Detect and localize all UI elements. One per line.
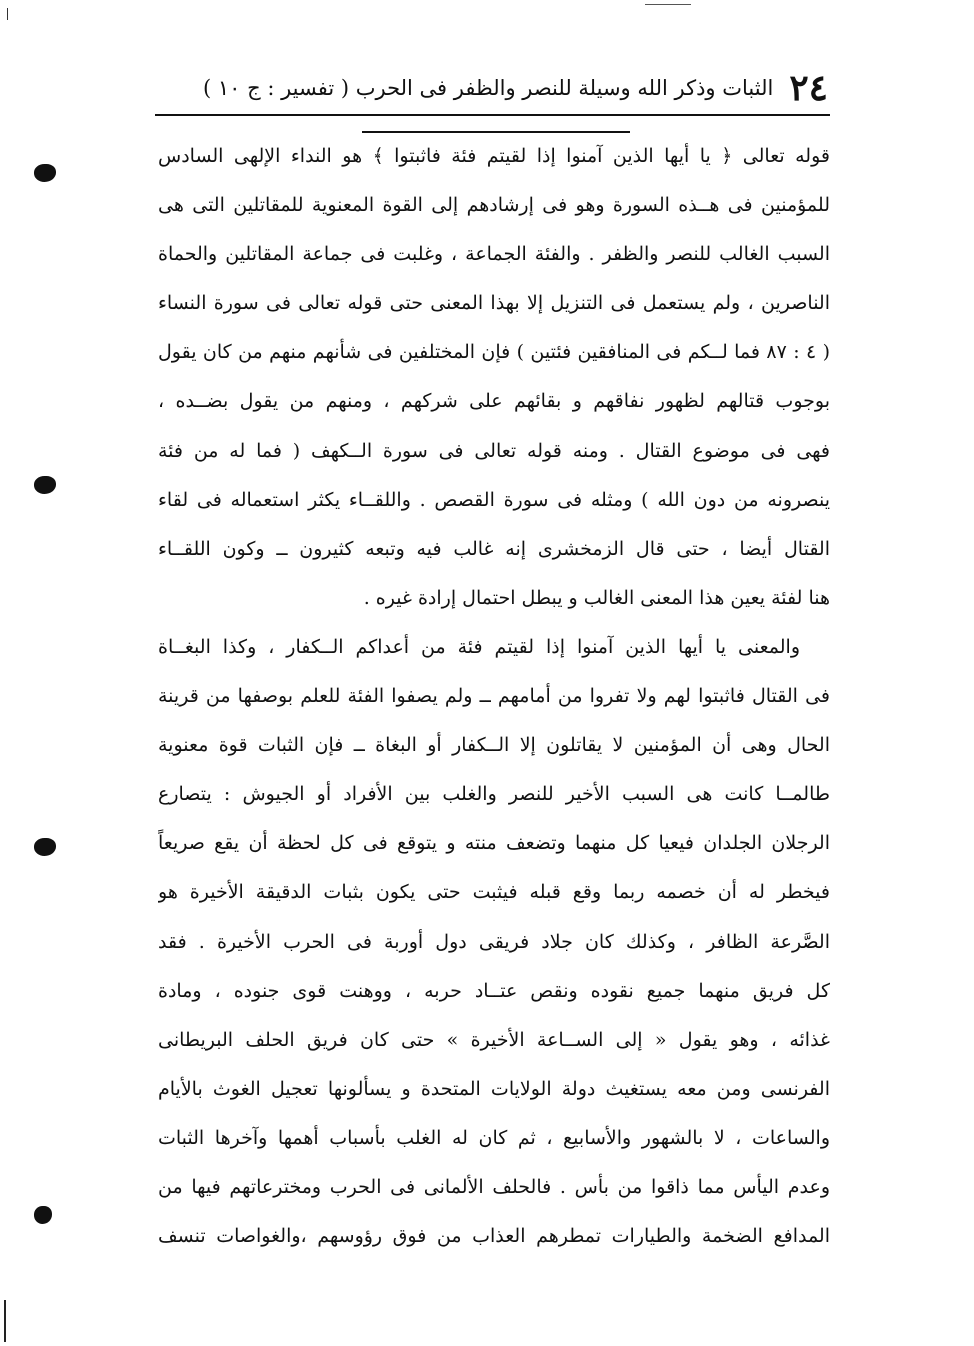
text-line: فى القتال فاثبتوا لهم ولا تفروا من أمامهم ــ ولم يصفوا الفئة للعلم بوصفها من قرينة — [158, 685, 830, 708]
punch-hole — [34, 838, 56, 856]
text-line: وعدم اليأس مما ذاقوا من بأس . فالحلف الألمانى فى الحرب ومخترعاتهم فيها من — [158, 1175, 830, 1198]
text-line: ( ٤ : ٨٧ فما لــكم فى المنافقين فئتين ) فإن المختلفين فى شأنهم منهم من كان يقول — [158, 341, 830, 364]
text-line: الحال وهى أن المؤمنين لا يقاتلون إلا الــكفار أو البغاة ــ فإن الثبات قوة معنوية — [158, 734, 830, 757]
text-line: المدافع الضخمة والطيارات تمطرهم العذاب من فوق رؤوسهم ،والغواصات تنسف — [158, 1225, 830, 1248]
page-number: ٢٤ — [789, 67, 828, 109]
text-line: طالمــا كانت هى السبب الأخير للنصر والغلب بين الأفراد أو الجيوش : يتصارع — [158, 783, 830, 806]
scan-mark — [645, 4, 691, 5]
punch-hole — [34, 164, 56, 182]
text-line: الرجلان الجلدان فيعيا كل منهما وتضعف منته و يتوقع فى كل لحظة أن يقع صريعاً — [158, 832, 830, 855]
text-line: للمؤمنين فى هــذه السورة وهو فى إرشادهم إلى القوة المعنوية للمقاتلين التى هى — [158, 194, 830, 217]
header-rule — [155, 114, 830, 116]
text-line: فهى فى موضوع القتال . ومنه قوله تعالى فى سورة الــكهف ( فما له من فئة — [158, 439, 830, 462]
text-line: هنا لفئة يعين هذا المعنى الغالب و يبطل احتمال إرادة غيره . — [363, 586, 830, 609]
body-text — [158, 132, 830, 1261]
text-line: السبب الغالب للنصر والظفر . والفئة الجماعة ، وغلبت فى جماعة المقاتلين والحماة — [158, 243, 830, 266]
text-line: فيخطر له أن خصمه ربما وقع قبله فيثبت حتى يكون بثبات الدقيقة الأخيرة هو — [158, 881, 830, 904]
text-line: والمعنى يا أيها الذين آمنوا إذا لقيتم فئة من أعداكم الــكفار ، وكذا البغــاة — [158, 635, 800, 658]
punch-hole — [34, 476, 56, 494]
running-title: الثبات وذكر الله وسيلة للنصر والظفر فى الحرب ( تفسير : ج ١٠ ) — [202, 76, 774, 100]
text-line: ينصرونه من دون الله ) ومثله فى سورة القصص . واللقــاء يكثر استعماله فى لقاء — [158, 488, 830, 511]
text-line: القتال أيضا ، حتى قال الزمخشرى إنه غالب فيه وتبعه كثيرون ــ وكون اللقــاء — [158, 537, 830, 560]
text-line: الناصرين ، ولم يستعمل فى التنزيل إلا بهذا المعنى حتى قوله تعالى فى سورة النساء — [158, 292, 830, 315]
punch-hole — [34, 1206, 52, 1224]
text-line: الفرنسى ومن معه يستغيث دولة الولايات المتحدة و يسألونها تعجيل الغوث بالأيام — [158, 1077, 830, 1100]
text-line: غذائه ، وهو يقول « إلى الســاعة الأخيرة » حتى كان فريق الحلف البريطانى — [158, 1028, 830, 1051]
text-line: والساعات ، لا بالشهور والأسابيع ، ثم كان له الغلب بأسباب أهمها وآخرها الثبات — [158, 1126, 830, 1149]
text-line: كل فريق منهما جميع نقوده ونقص عتــاد حربه ، ووهنت قوى جنوده ، ومادة — [158, 979, 830, 1002]
text-line: الصَّرعة الظافر ، وكذلك كان جلاد فريقى دول أوربة فى الحرب الأخيرة . فقد — [158, 930, 830, 953]
scan-edge — [4, 1300, 6, 1342]
scan-mark — [7, 8, 8, 20]
text-line: بوجوب قتالهم لظهور نفاقهم و بقائهم على شركهم ، ومنهم من يقول بضــده ، — [158, 390, 830, 413]
text-line: قوله تعالى ﴿ يا أيها الذين آمنوا إذا لقيتم فئة فاثبتوا ﴾ هو النداء الإلهى السادس — [158, 145, 830, 167]
running-header — [160, 66, 828, 110]
